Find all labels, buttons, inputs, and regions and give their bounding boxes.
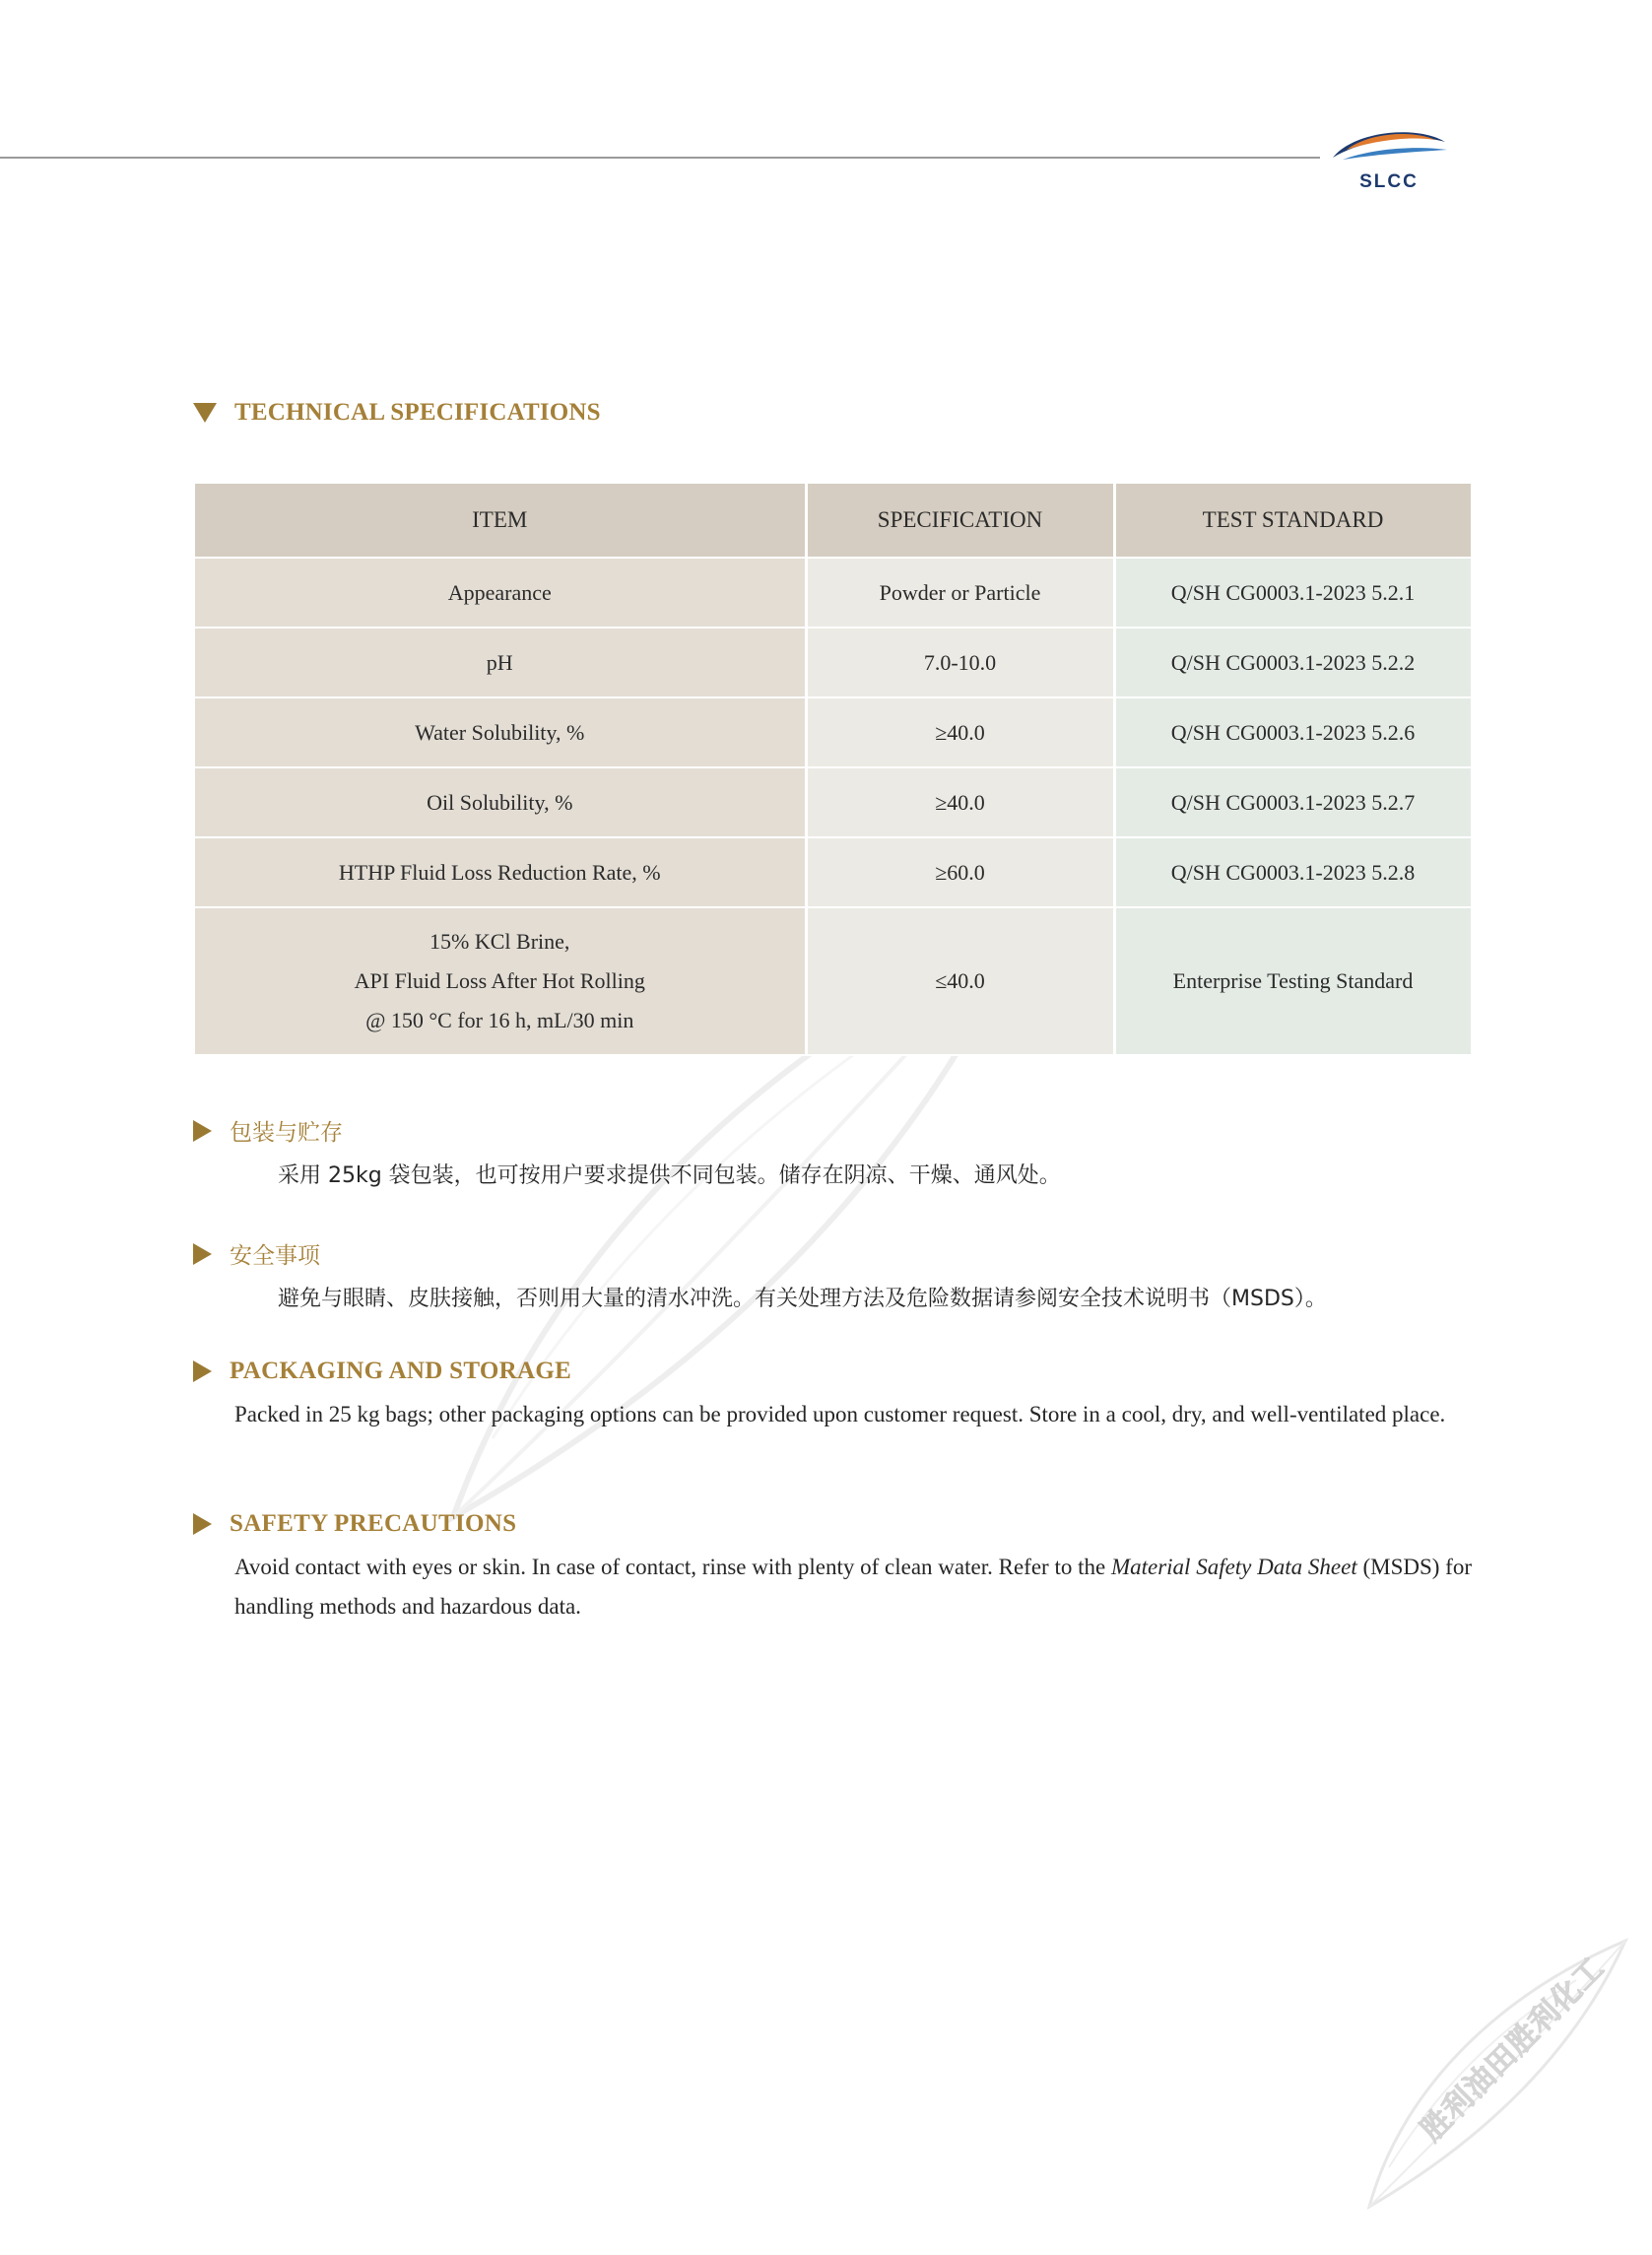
cell-specification: ≤40.0	[806, 907, 1114, 1055]
company-logo	[1325, 120, 1453, 199]
watermark-text: 胜利油田胜利化工	[1414, 1951, 1612, 2149]
cell-item: Appearance	[195, 558, 806, 628]
cell-test-standard: Enterprise Testing Standard	[1114, 907, 1472, 1055]
cn-packaging-section	[193, 1114, 1061, 1189]
column-header-specification: SPECIFICATION	[806, 484, 1114, 558]
header-rule	[0, 157, 1320, 159]
en-safety-body	[234, 1548, 1472, 1626]
cell-specification: ≥40.0	[806, 697, 1114, 767]
column-header-item: ITEM	[195, 484, 806, 558]
cell-item-line: @ 150 °C for 16 h, mL/30 min	[365, 1008, 634, 1032]
table-row	[195, 767, 1472, 837]
en-safety-title: SAFETY PRECAUTIONS	[230, 1510, 517, 1537]
right-triangle-icon	[193, 1120, 212, 1142]
table-row	[195, 837, 1472, 907]
cn-safety-title: 安全事项	[230, 1243, 320, 1269]
en-safety-section	[193, 1510, 1474, 1626]
table-row	[195, 628, 1472, 697]
table-row	[195, 907, 1472, 1055]
en-packaging-section	[193, 1358, 1474, 1434]
right-triangle-icon	[193, 1360, 212, 1382]
cell-test-standard: Q/SH CG0003.1-2023 5.2.6	[1114, 697, 1472, 767]
cell-test-standard: Q/SH CG0003.1-2023 5.2.7	[1114, 767, 1472, 837]
right-triangle-icon	[193, 1513, 212, 1535]
cell-specification: ≥60.0	[806, 837, 1114, 907]
specifications-table	[195, 484, 1474, 1056]
cell-item: pH	[195, 628, 806, 697]
logo-swoosh-icon	[1325, 120, 1453, 169]
en-safety-body-text-end: (MSDS) for handling methods and hazardous data.	[234, 1555, 1473, 1619]
table-row	[195, 697, 1472, 767]
cell-item-line: API Fluid Loss After Hot Rolling	[354, 968, 645, 993]
logo-text: SLCC	[1359, 171, 1419, 192]
cn-safety-section	[193, 1237, 1327, 1312]
cn-packaging-title: 包装与贮存	[230, 1120, 343, 1146]
table-row	[195, 558, 1472, 628]
column-header-test-standard: TEST STANDARD	[1114, 484, 1472, 558]
cell-specification: ≥40.0	[806, 767, 1114, 837]
cell-test-standard: Q/SH CG0003.1-2023 5.2.2	[1114, 628, 1472, 697]
cell-item: Water Solubility, %	[195, 697, 806, 767]
cell-item: Oil Solubility, %	[195, 767, 806, 837]
technical-specifications-heading	[193, 399, 601, 427]
cn-safety-body: 避免与眼睛、皮肤接触，否则用大量的清水冲洗。有关处理方法及危险数据请参阅安全技术说明书（MSDS）。	[278, 1287, 1327, 1311]
cell-item-line: 15% KCl Brine,	[430, 929, 570, 954]
cell-item	[195, 907, 806, 1055]
en-packaging-body: Packed in 25 kg bags; other packaging options can be provided upon customer request. Store in a cool, dry, and well-ventilated place.	[234, 1402, 1446, 1426]
en-packaging-title: PACKAGING AND STORAGE	[230, 1358, 572, 1384]
cell-specification: Powder or Particle	[806, 558, 1114, 628]
cell-specification: 7.0-10.0	[806, 628, 1114, 697]
msds-document-title: Material Safety Data Sheet	[1110, 1555, 1357, 1579]
cell-test-standard: Q/SH CG0003.1-2023 5.2.8	[1114, 837, 1472, 907]
right-triangle-icon	[193, 1243, 212, 1265]
section-title: TECHNICAL SPECIFICATIONS	[234, 399, 601, 426]
en-safety-body-text: Avoid contact with eyes or skin. In case of contact, rinse with plenty of clean water. Refer to the	[234, 1555, 1111, 1579]
cn-packaging-body: 采用 25kg 袋包装，也可按用户要求提供不同包装。储存在阴凉、干燥、通风处。	[278, 1163, 1061, 1188]
down-triangle-icon	[193, 403, 217, 423]
cell-test-standard: Q/SH CG0003.1-2023 5.2.1	[1114, 558, 1472, 628]
table-header-row	[195, 484, 1472, 558]
cell-item: HTHP Fluid Loss Reduction Rate, %	[195, 837, 806, 907]
